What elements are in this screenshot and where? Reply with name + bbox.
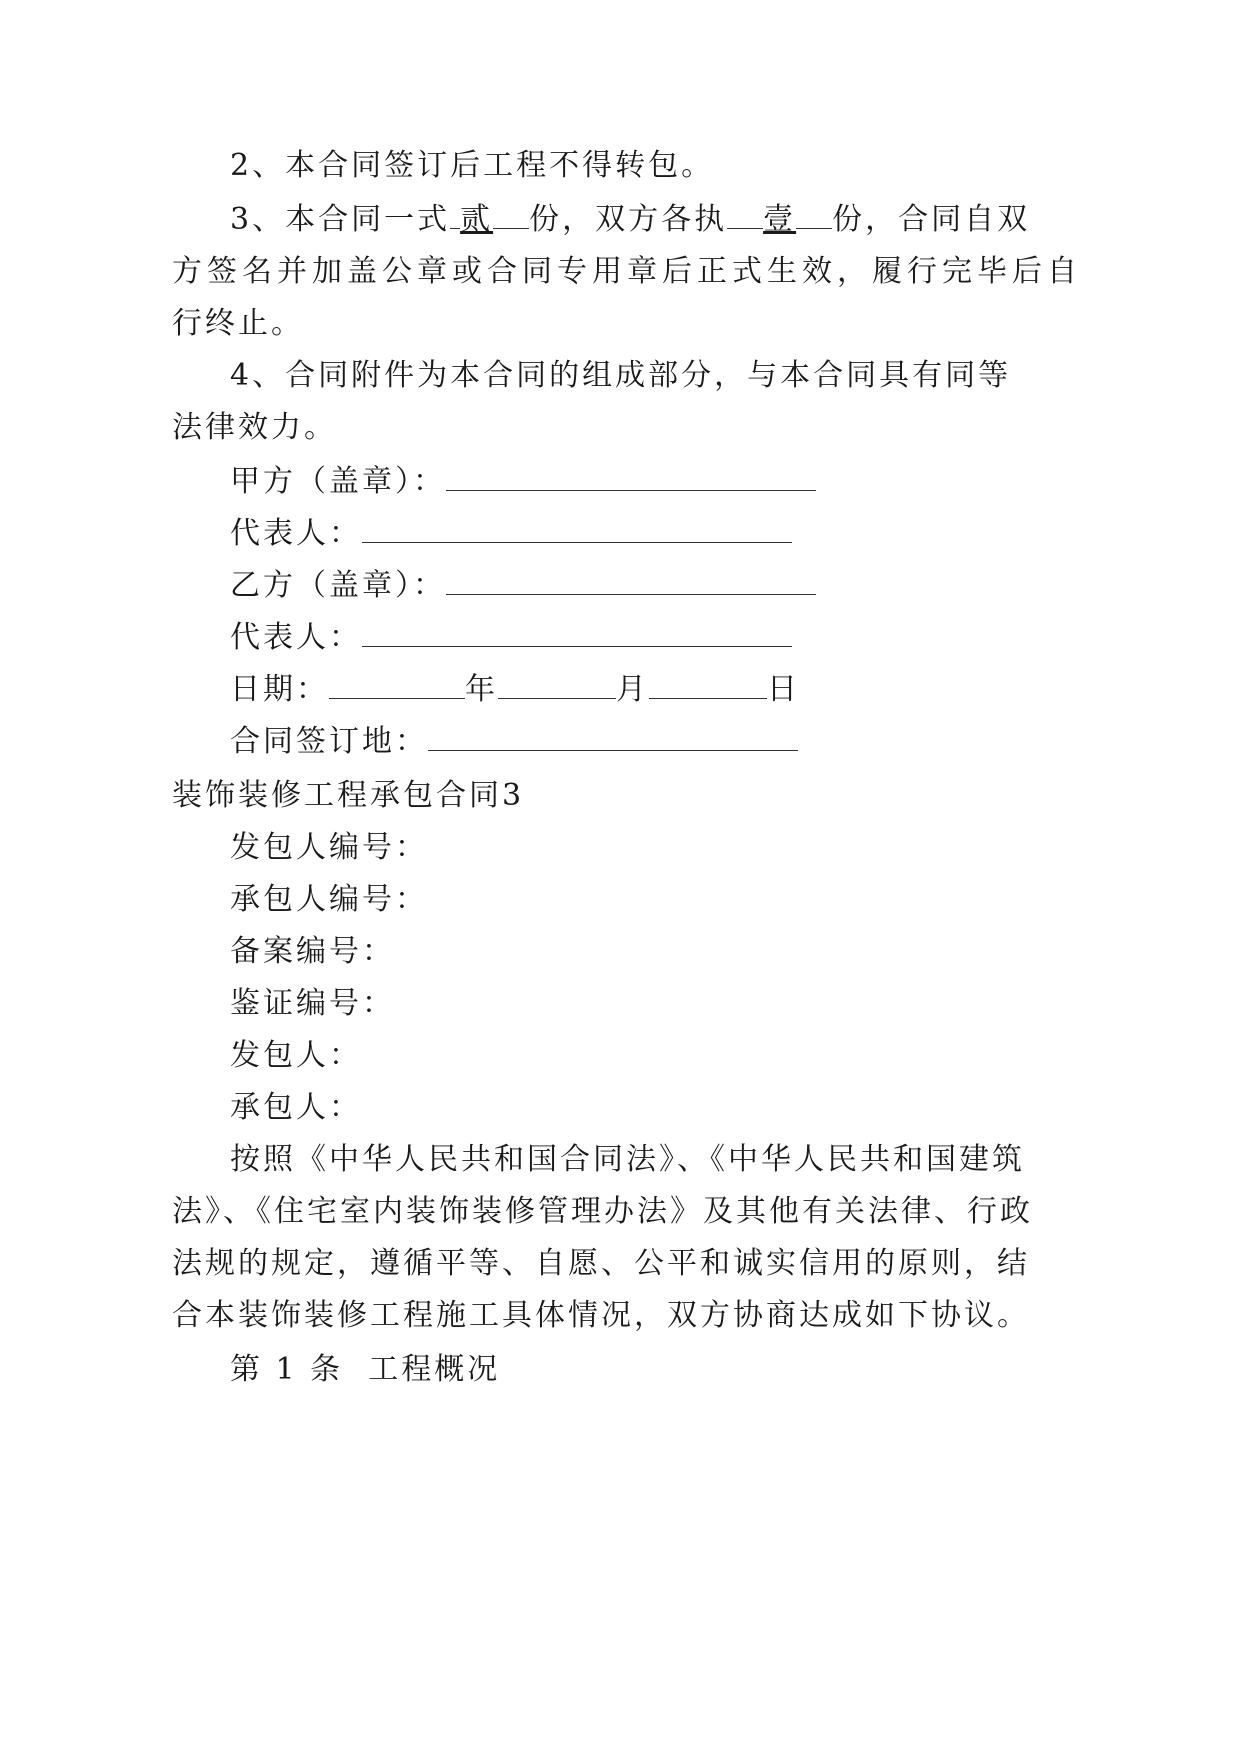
date-line [230,670,800,710]
year-label: 年 [465,672,498,707]
clause-3-line-2 [172,252,1082,292]
clause-3-text-e: 份，合同自双 [832,202,1031,237]
clause-2 [230,146,714,186]
rep-a-label: 代表人： [230,516,362,551]
day-label: 日 [767,672,800,707]
preamble-text-3: 法规的规定，遵循平等、自愿、公平和诚实信用的原则，结 [172,1246,1030,1281]
month-blank [498,672,616,699]
clause-4-text-2: 法律效力。 [172,410,337,445]
clause-4-line-1 [230,356,1011,396]
copies-blank-pre [450,202,460,229]
copies-each-blank-post [796,202,832,229]
day-blank [649,672,767,699]
rep-b-blank [362,620,792,647]
field-filing-number [230,932,395,972]
clause-2-text: 2、本合同签订后工程不得转包。 [230,148,715,183]
preamble-text-4: 合本装饰装修工程施工具体情况，双方协商达成如下协议。 [172,1298,1030,1333]
field-employer [230,1036,362,1076]
section-heading-text: 装饰装修工程承包合同3 [172,778,525,813]
copies-blank-post [493,202,529,229]
rep-a-signature [230,514,792,554]
signing-place-label: 合同签订地： [230,724,428,759]
clause-4-text-1: 4、合同附件为本合同的组成部分，与本合同具有同等 [230,358,1012,393]
clause-3-line-1 [230,200,1030,240]
preamble-line-4 [172,1296,1030,1336]
employer-label: 发包人： [230,1038,362,1073]
preamble-line-1 [230,1140,1025,1180]
signing-place [230,722,798,762]
preamble-text-1: 按照《中华人民共和国合同法》、《中华人民共和国建筑 [230,1142,1025,1177]
party-b-blank [446,568,816,595]
party-a-label: 甲方（盖章）： [230,464,446,499]
rep-b-label: 代表人： [230,620,362,655]
month-label: 月 [616,672,649,707]
article-1-title: 第 1 条 工程概况 [230,1352,501,1387]
party-a-blank [446,464,816,491]
preamble-text-2: 法》、《住宅室内装饰装修管理办法》及其他有关法律、行政 [172,1194,1033,1229]
date-label: 日期： [230,672,329,707]
filing-number-label: 备案编号： [230,934,395,969]
party-b-label: 乙方（盖章）： [230,568,446,603]
copies-total: 贰 [460,202,494,237]
copies-each: 壹 [763,202,797,237]
field-employer-number [230,828,428,868]
signing-place-blank [428,724,798,751]
year-blank [329,672,465,699]
article-1-heading [230,1350,500,1390]
clause-3-text-3: 行终止。 [172,306,304,341]
party-b-signature [230,566,816,606]
rep-a-blank [362,516,792,543]
clause-3-text-2: 方签名并加盖公章或合同专用章后正式生效，履行完毕后自 [172,254,1082,289]
clause-3-text-a: 3、本合同一式 [230,202,451,237]
certification-number-label: 鉴证编号： [230,986,395,1021]
clause-3-line-3 [172,304,304,344]
party-a-signature [230,462,816,502]
field-contractor [230,1088,362,1128]
section-heading [172,776,524,816]
contractor-number-label: 承包人编号： [230,882,428,917]
field-certification-number [230,984,395,1024]
contractor-label: 承包人： [230,1090,362,1125]
copies-each-blank-pre [727,202,763,229]
preamble-line-2 [172,1192,1033,1232]
rep-b-signature [230,618,792,658]
preamble-line-3 [172,1244,1030,1284]
employer-number-label: 发包人编号： [230,830,428,865]
clause-3-text-c: 份，双方各执 [529,202,728,237]
clause-4-line-2 [172,408,337,448]
field-contractor-number [230,880,428,920]
